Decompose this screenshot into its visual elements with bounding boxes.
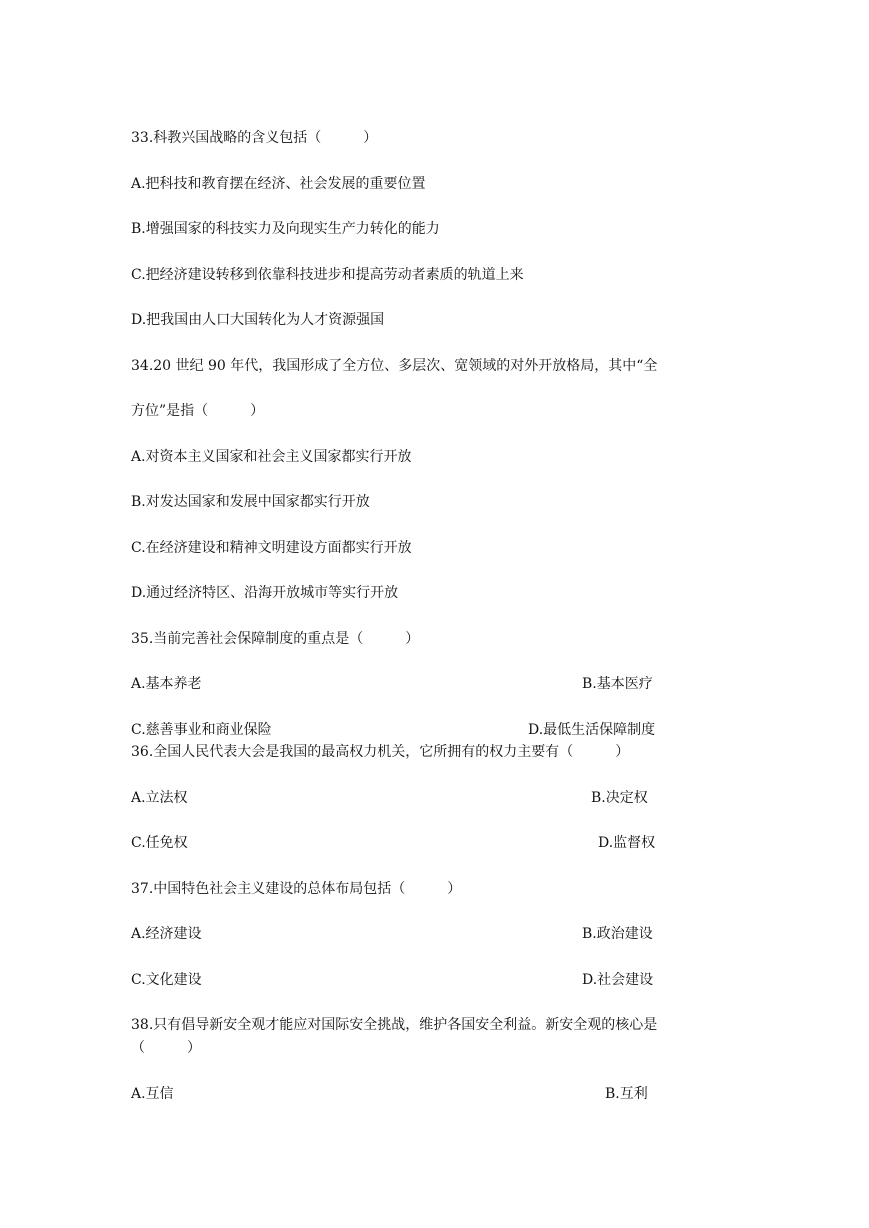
q33-option-c: C.把经济建设转移到依靠科技进步和提高劳动者素质的轨道上来 xyxy=(131,267,524,283)
q35-option-b: B.基本医疗 xyxy=(582,676,653,692)
q37-option-d: D.社会建设 xyxy=(582,972,654,988)
q37-option-a: A.经济建设 xyxy=(131,926,202,942)
q33-option-a: A.把科技和教育摆在经济、社会发展的重要位置 xyxy=(131,176,426,192)
q37-option-b: B.政治建设 xyxy=(582,926,653,942)
q34-stem-line2: 方位”是指（ ） xyxy=(131,403,265,419)
q36-stem: 36.全国人民代表大会是我国的最高权力机关，它所拥有的权力主要有（ ） xyxy=(131,744,630,760)
q36-option-c: C.任免权 xyxy=(131,835,188,851)
q38-stem-line1: 38.只有倡导新安全观才能应对国际安全挑战，维护各国安全利益。新安全观的核心是 xyxy=(131,1017,658,1033)
q35-option-a: A.基本养老 xyxy=(131,676,202,692)
q35-stem: 35.当前完善社会保障制度的重点是（ ） xyxy=(131,631,420,647)
q35-option-c: C.慈善事业和商业保险 xyxy=(131,722,272,738)
q37-option-c: C.文化建设 xyxy=(131,972,202,988)
q34-stem-line1: 34.20 世纪 90 年代，我国形成了全方位、多层次、宽领域的对外开放格局，其中“全 xyxy=(131,358,658,374)
q36-option-b: B.决定权 xyxy=(591,790,648,806)
q34-option-c: C.在经济建设和精神文明建设方面都实行开放 xyxy=(131,540,412,556)
q36-option-a: A.立法权 xyxy=(131,790,188,806)
q34-option-a: A.对资本主义国家和社会主义国家都实行开放 xyxy=(131,449,412,465)
q38-option-a: A.互信 xyxy=(131,1086,174,1102)
q38-stem-line2: （ ） xyxy=(131,1040,201,1056)
q34-option-d: D.通过经济特区、沿海开放城市等实行开放 xyxy=(131,585,399,601)
q38-option-b: B.互利 xyxy=(605,1086,648,1102)
q35-option-d: D.最低生活保障制度 xyxy=(528,722,656,738)
q33-option-b: B.增强国家的科技实力及向现实生产力转化的能力 xyxy=(131,221,440,237)
q33-stem: 33.科教兴国战略的含义包括（ ） xyxy=(131,130,378,146)
q33-option-d: D.把我国由人口大国转化为人才资源强国 xyxy=(131,312,385,328)
q36-option-d: D.监督权 xyxy=(598,835,656,851)
q37-stem: 37.中国特色社会主义建设的总体布局包括（ ） xyxy=(131,881,462,897)
q34-option-b: B.对发达国家和发展中国家都实行开放 xyxy=(131,494,370,510)
